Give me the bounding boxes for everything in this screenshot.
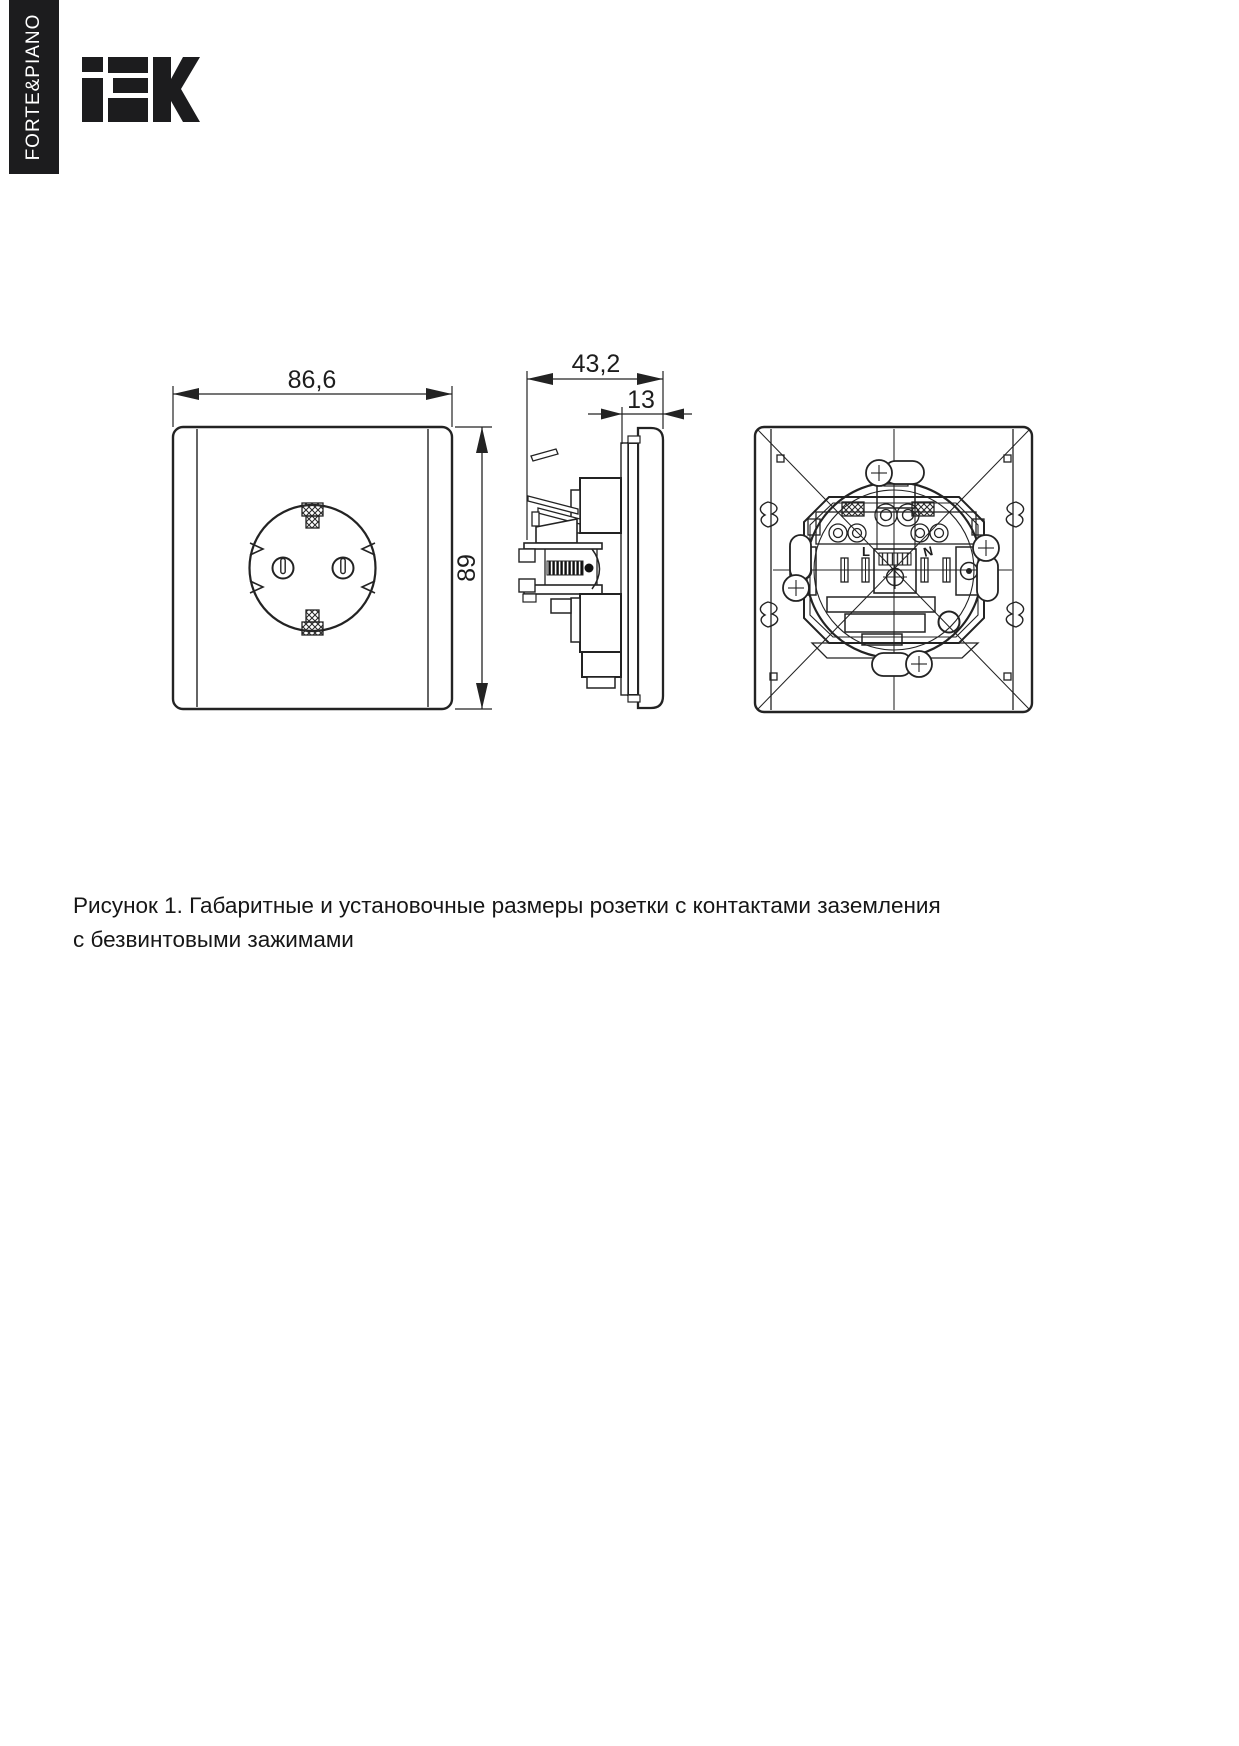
figure-caption	[73, 889, 953, 957]
mounting-claw-right	[973, 535, 999, 601]
side-claw-screw	[547, 561, 583, 575]
dimension-front-width	[173, 366, 452, 427]
socket-pin-holes	[273, 558, 354, 579]
mounting-claw-bottom	[872, 651, 932, 677]
side-view	[519, 428, 663, 708]
dim-text-front-height: 89	[453, 554, 481, 582]
mounting-claw-left	[783, 535, 811, 601]
dim-text-side-depth: 43,2	[571, 350, 621, 378]
terminal-block	[808, 476, 984, 549]
side-upper-block	[580, 478, 621, 533]
front-view	[173, 427, 452, 709]
caption-line-1: Рисунок 1. Габаритные и установочные размеры розетки с контактами заземления	[73, 893, 941, 918]
caption-line-2: с безвинтовыми зажимами	[73, 927, 354, 952]
brand-vertical-label: FORTE&PIANO	[23, 13, 44, 161]
terminal-label-l: L	[862, 544, 870, 559]
dimension-front-height	[453, 427, 492, 709]
dim-text-front-width: 86,6	[287, 366, 337, 394]
terminal-label-n: N	[921, 543, 935, 560]
ground-contacts	[302, 503, 323, 635]
mounting-claw-top	[866, 460, 924, 486]
side-cover-plate	[638, 428, 663, 708]
side-lower-block	[580, 594, 621, 652]
rear-view	[755, 427, 1032, 712]
recess-notches	[250, 543, 375, 593]
dim-text-side-panel-depth: 13	[627, 386, 655, 414]
